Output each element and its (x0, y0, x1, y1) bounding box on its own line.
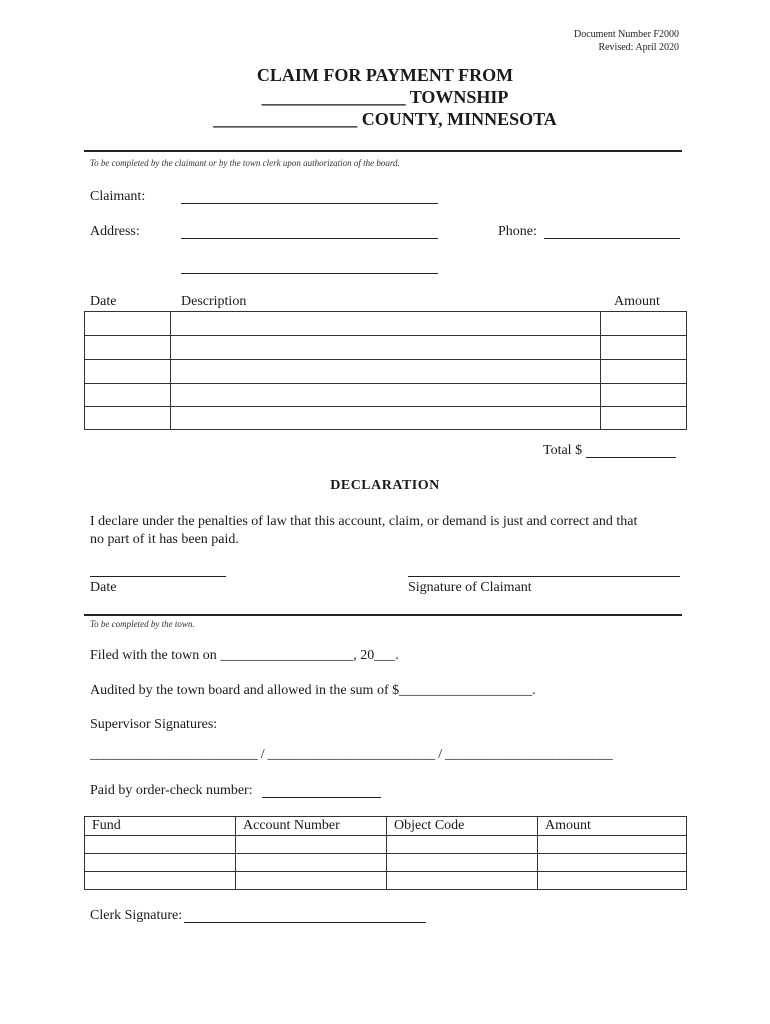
item-date-cell[interactable] (85, 336, 171, 360)
title-line-3: ________________ COUNTY, MINNESOTA (213, 109, 557, 129)
table-row (85, 836, 687, 854)
audited-by-board: Audited by the town board and allowed in the sum of $___________________. (90, 683, 536, 698)
title-divider (84, 150, 682, 152)
fund-amount-cell[interactable] (538, 872, 687, 890)
claimant-label: Claimant: (90, 189, 146, 204)
declaration-heading: DECLARATION (330, 478, 440, 493)
item-description-cell[interactable] (171, 336, 601, 360)
object-code-cell[interactable] (387, 836, 538, 854)
table-row (85, 360, 687, 384)
declaration-date-field[interactable] (90, 576, 226, 577)
filed-with-town: Filed with the town on ___________________, 20___. (90, 648, 399, 663)
declaration-date-label: Date (90, 580, 117, 595)
total-label: Total $ (543, 443, 583, 458)
table-row (85, 384, 687, 407)
address-field-line-2[interactable] (181, 273, 438, 274)
item-amount-cell[interactable] (601, 336, 687, 360)
account-number-cell[interactable] (236, 854, 387, 872)
claimant-signature-field[interactable] (408, 576, 680, 577)
fund-header: Fund (85, 817, 236, 836)
clerk-signature-label: Clerk Signature: (90, 908, 183, 923)
items-date-header: Date (90, 294, 117, 309)
item-description-cell[interactable] (171, 407, 601, 430)
table-row (85, 872, 687, 890)
paid-by-check-label: Paid by order-check number: (90, 783, 253, 798)
item-date-cell[interactable] (85, 384, 171, 407)
fund-cell[interactable] (85, 872, 236, 890)
item-description-cell[interactable] (171, 312, 601, 336)
title-line-2: ________________ TOWNSHIP (261, 87, 509, 107)
item-amount-cell[interactable] (601, 312, 687, 336)
item-amount-cell[interactable] (601, 407, 687, 430)
claimant-field[interactable] (181, 203, 438, 204)
fund-amount-cell[interactable] (538, 854, 687, 872)
supervisor-signature-lines[interactable]: _________________________ / _________________________ / _________________________ (90, 747, 613, 762)
total-field[interactable] (586, 457, 676, 458)
item-date-cell[interactable] (85, 360, 171, 384)
town-instruction: To be completed by the town. (90, 619, 195, 629)
declaration-text (90, 513, 637, 549)
object-code-cell[interactable] (387, 854, 538, 872)
item-description-cell[interactable] (171, 360, 601, 384)
items-description-header: Description (181, 294, 247, 309)
fund-amount-cell[interactable] (538, 836, 687, 854)
fund-table-header-row (85, 817, 687, 836)
table-row (85, 407, 687, 430)
fund-cell[interactable] (85, 854, 236, 872)
town-section-divider (84, 614, 682, 616)
phone-field[interactable] (544, 238, 680, 239)
object-code-header: Object Code (387, 817, 538, 836)
phone-label: Phone: (498, 224, 537, 239)
document-number-block (574, 28, 679, 54)
item-date-cell[interactable] (85, 312, 171, 336)
declaration-text-line-2: no part of it has been paid. (90, 532, 239, 547)
item-amount-cell[interactable] (601, 384, 687, 407)
address-label: Address: (90, 224, 140, 239)
account-number-cell[interactable] (236, 836, 387, 854)
fund-amount-header: Amount (538, 817, 687, 836)
claimant-instruction: To be completed by the claimant or by the town clerk upon authorization of the board. (90, 158, 400, 168)
item-date-cell[interactable] (85, 407, 171, 430)
table-row (85, 854, 687, 872)
form-title (0, 64, 770, 130)
check-number-field[interactable] (262, 797, 381, 798)
object-code-cell[interactable] (387, 872, 538, 890)
items-table (84, 311, 687, 430)
revised-date: Revised: April 2020 (598, 42, 679, 53)
account-number-cell[interactable] (236, 872, 387, 890)
clerk-signature-field[interactable] (184, 922, 426, 923)
items-amount-header: Amount (614, 294, 660, 309)
fund-cell[interactable] (85, 836, 236, 854)
item-amount-cell[interactable] (601, 360, 687, 384)
claimant-signature-label: Signature of Claimant (408, 580, 532, 595)
title-line-1: CLAIM FOR PAYMENT FROM (256, 65, 514, 85)
account-number-header: Account Number (236, 817, 387, 836)
supervisor-signatures-label: Supervisor Signatures: (90, 717, 218, 732)
item-description-cell[interactable] (171, 384, 601, 407)
fund-table (84, 816, 687, 890)
table-row (85, 336, 687, 360)
declaration-text-line-1: I declare under the penalties of law that this account, claim, or demand is just and correct and that (90, 514, 638, 529)
address-field-line-1[interactable] (181, 238, 438, 239)
table-row (85, 312, 687, 336)
document-number: Document Number F2000 (574, 29, 679, 40)
